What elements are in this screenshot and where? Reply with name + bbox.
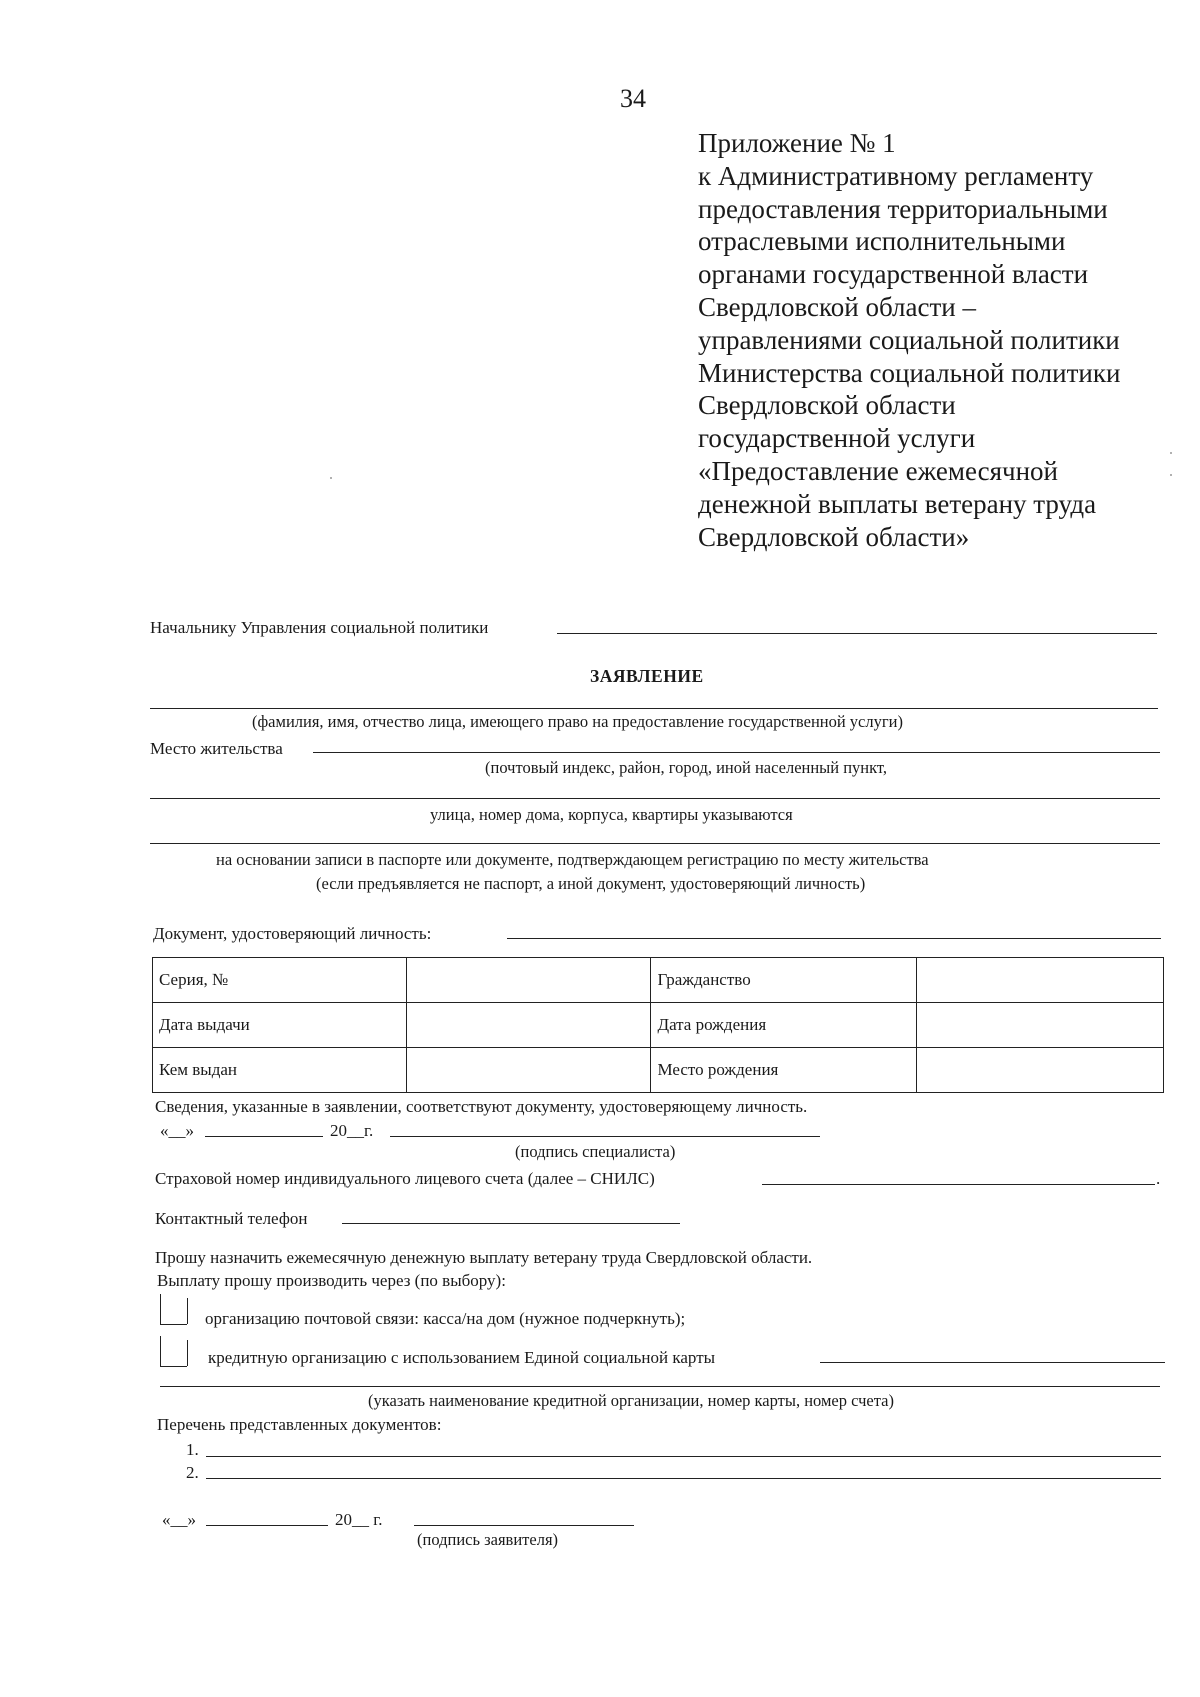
bank-caption: (указать наименование кредитной организации, номер карты, номер счета) — [368, 1391, 894, 1410]
bank-option-checkbox[interactable] — [160, 1336, 187, 1367]
residence-line[interactable] — [313, 752, 1160, 753]
doc-item-line[interactable] — [206, 1478, 1161, 1479]
residence-caption-4: (если предъявляется не паспорт, а иной документ, удостоверяющий личность) — [316, 874, 866, 893]
doc-item-number: 1. — [186, 1440, 199, 1459]
page-number: 34 — [620, 84, 646, 113]
table-input-cell[interactable] — [917, 1003, 1164, 1048]
post-option-checkbox[interactable] — [160, 1294, 187, 1325]
table-input-cell[interactable] — [406, 1048, 651, 1093]
table-row — [153, 958, 1164, 1003]
final-date-month-line[interactable] — [206, 1525, 328, 1526]
bank-line[interactable] — [820, 1362, 1165, 1363]
doc-item-number: 2. — [186, 1463, 199, 1482]
applicant-signature-line[interactable] — [414, 1525, 634, 1526]
phone-label: Контактный телефон — [155, 1209, 308, 1228]
date-year: 20__г. — [330, 1121, 374, 1140]
table-input-cell[interactable] — [406, 1003, 651, 1048]
residence-line-3[interactable] — [150, 843, 1160, 844]
option-bank-label: кредитную организацию с использованием Единой социальной карты — [208, 1348, 716, 1367]
scan-speck — [1170, 452, 1172, 454]
snils-label: Страховой номер индивидуального лицевого счета (далее – СНИЛС) — [155, 1169, 655, 1188]
id-document-table — [152, 957, 1164, 1093]
scan-speck — [1170, 474, 1172, 476]
date-month-line[interactable] — [205, 1136, 323, 1137]
table-label-cell: Дата выдачи — [153, 1003, 407, 1048]
appendix-line: Приложение № 1 — [698, 128, 896, 158]
appendix-line: Министерства социальной политики — [698, 357, 1121, 388]
id-doc-label: Документ, удостоверяющий личность: — [153, 924, 432, 943]
scan-speck — [330, 477, 332, 479]
payment-method-label: Выплату прошу производить через (по выбору): — [157, 1271, 506, 1290]
form-title: ЗАЯВЛЕНИЕ — [590, 666, 704, 686]
residence-caption-1: (почтовый индекс, район, город, иной населенный пункт, — [485, 758, 888, 777]
table-input-cell[interactable] — [406, 958, 651, 1003]
phone-line[interactable] — [342, 1223, 680, 1224]
final-date-quote: «__» — [162, 1510, 196, 1529]
bank-details-line[interactable] — [160, 1386, 1160, 1387]
appendix-line: Свердловской области» — [698, 521, 970, 552]
appendix-line: Свердловской области – — [698, 291, 976, 322]
doc-item-line[interactable] — [206, 1456, 1161, 1457]
table-label-cell: Гражданство — [651, 958, 917, 1003]
appendix-line: органами государственной власти — [698, 259, 1089, 290]
specialist-signature-caption: (подпись специалиста) — [515, 1142, 676, 1161]
snils-line[interactable] — [762, 1184, 1155, 1185]
addressee-label: Начальнику Управления социальной политики — [150, 618, 489, 637]
table-input-cell[interactable] — [917, 958, 1164, 1003]
residence-caption-2: улица, номер дома, корпуса, квартиры указываются — [430, 805, 793, 824]
applicant-signature-caption: (подпись заявителя) — [417, 1530, 559, 1549]
appendix-header — [698, 127, 1120, 553]
residence-caption-3: на основании записи в паспорте или документе, подтверждающем регистрацию по месту жительства — [216, 850, 929, 869]
appendix-line: управлениями социальной политики — [698, 324, 1120, 355]
option-post-label: организацию почтовой связи: касса/на дом (нужное подчеркнуть); — [205, 1309, 686, 1328]
appendix-line: предоставления территориальными — [698, 193, 1108, 224]
table-row — [153, 1003, 1164, 1048]
appendix-line: Свердловской области — [698, 390, 956, 421]
appendix-line: к Административному регламенту — [698, 160, 1094, 191]
residence-label: Место жительства — [150, 739, 283, 758]
fio-caption: (фамилия, имя, отчество лица, имеющего право на предоставление государственной услуги) — [252, 712, 903, 731]
table-label-cell: Место рождения — [651, 1048, 917, 1093]
table-label-cell: Кем выдан — [153, 1048, 407, 1093]
date-quote: «__» — [160, 1121, 194, 1140]
id-doc-line[interactable] — [507, 938, 1161, 939]
table-input-cell[interactable] — [917, 1048, 1164, 1093]
appendix-line: отраслевыми исполнительными — [698, 226, 1066, 257]
verification-text: Сведения, указанные в заявлении, соответствуют документу, удостоверяющему личность. — [155, 1097, 808, 1116]
specialist-signature-line[interactable] — [390, 1136, 820, 1137]
appendix-line: «Предоставление ежемесячной — [698, 455, 1059, 486]
addressee-line[interactable] — [557, 633, 1157, 634]
fio-line[interactable] — [150, 708, 1158, 709]
table-label-cell: Дата рождения — [651, 1003, 917, 1048]
request-text: Прошу назначить ежемесячную денежную выплату ветерану труда Свердловской области. — [155, 1248, 813, 1267]
appendix-line: государственной услуги — [698, 423, 976, 454]
final-date-year: 20__ г. — [335, 1510, 383, 1529]
table-row — [153, 1048, 1164, 1093]
appendix-line: денежной выплаты ветерану труда — [698, 488, 1097, 519]
snils-end: . — [1156, 1169, 1161, 1188]
residence-line-2[interactable] — [150, 798, 1160, 799]
table-label-cell: Серия, № — [153, 958, 407, 1003]
documents-label: Перечень представленных документов: — [157, 1415, 442, 1434]
